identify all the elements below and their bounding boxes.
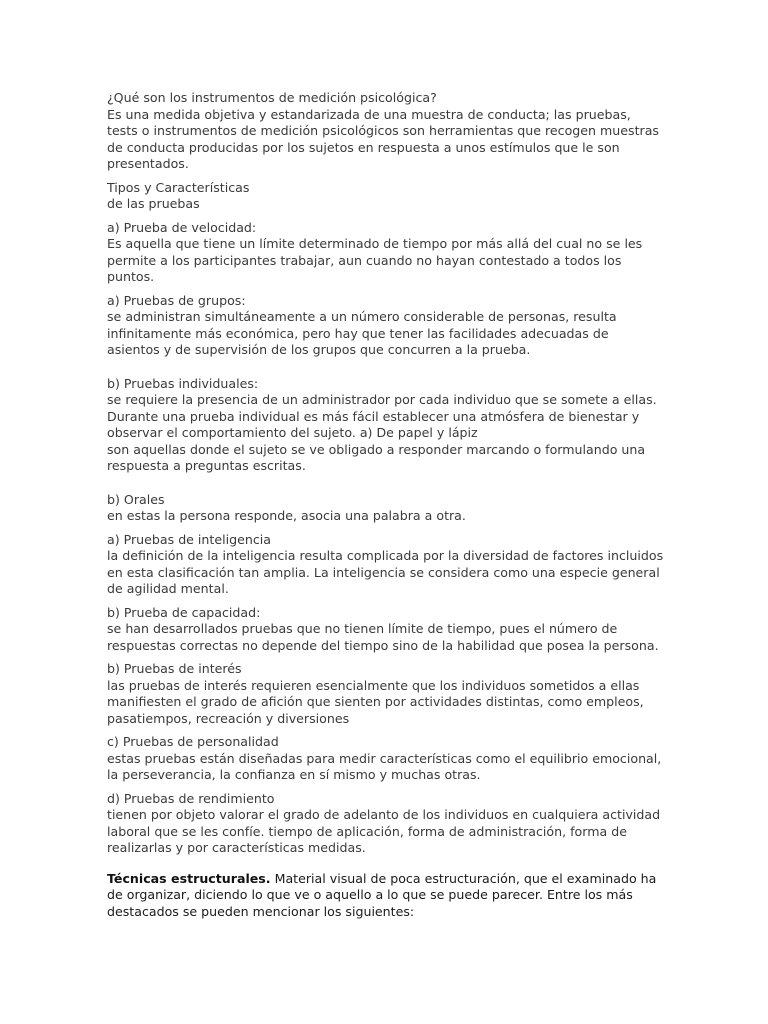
item-heading: b) Pruebas individuales:	[107, 375, 259, 391]
section-heading: Tipos y Características	[107, 179, 250, 195]
text-line: de conducta producidas por los sujetos en respuesta a unos estímulos que le son	[107, 139, 620, 155]
text-line: Durante una prueba individual es más fácil establecer una atmósfera de bienestar y	[107, 408, 640, 424]
text-line: presentados.	[107, 156, 189, 171]
text-line: laboral que se les confíe. tiempo de aplicación, forma de administración, forma de	[107, 823, 627, 839]
text-line: manifiesten el grado de afición que sienten por actividades distintas, como empleos,	[107, 694, 644, 709]
paragraph-intelligence-tests	[107, 532, 728, 598]
text-line: Es una medida objetiva y estandarizada de una muestra de conducta; las pruebas,	[107, 106, 631, 122]
item-heading: a) Pruebas de grupos:	[107, 292, 246, 308]
text-line: la perseverancia, la confianza en sí mismo y muchas otras.	[107, 767, 481, 782]
text-line: de organizar, diciendo lo que ve o aquello a lo que se puede parecer. Entre los más	[107, 887, 633, 902]
text-line: en estas la persona responde, asocia una palabra a otra.	[107, 508, 466, 523]
text-line: de agilidad mental.	[107, 581, 229, 596]
paragraph-interest-tests	[107, 661, 728, 727]
item-heading: a) Pruebas de inteligencia	[107, 531, 271, 547]
text-line: se han desarrollados pruebas que no tienen límite de tiempo, pues el número de	[107, 621, 618, 636]
paragraph-capacity-test	[107, 605, 728, 655]
text-line: tests o instrumentos de medición psicológicos son herramientas que recogen muestras	[107, 123, 659, 138]
item-heading: b) Orales	[107, 491, 165, 507]
text-fragment: Material visual de poca estructuración, que el examinado ha	[270, 870, 657, 886]
text-line: estas pruebas están diseñadas para medir características como el equilibrio emocional,	[107, 750, 662, 766]
text-line: observar el comportamiento del sujeto. a) De papel y lápiz	[107, 425, 478, 440]
text-line: la definición de la inteligencia resulta complicada por la diversidad de factores incluidos	[107, 548, 664, 563]
text-line: tienen por objeto valorar el grado de adelanto de los individuos en cualquiera actividad	[107, 807, 661, 822]
question-heading: ¿Qué son los instrumentos de medición psicológica?	[107, 90, 437, 105]
section-heading: de las pruebas	[107, 196, 200, 211]
paragraph-personality-tests	[107, 734, 728, 784]
paragraph-oral-tests	[107, 492, 728, 525]
text-line: respuesta a preguntas escritas.	[107, 458, 306, 473]
text-line: Es aquella que tiene un límite determinado de tiempo por más allá del cual no se les	[107, 236, 643, 251]
item-heading: c) Pruebas de personalidad	[107, 734, 279, 749]
paragraph-group-tests	[107, 293, 728, 359]
text-line: infinitamente más económica, pero hay que tener las facilidades adecuadas de	[107, 325, 609, 341]
bold-term: Técnicas estructurales.	[107, 870, 271, 886]
paragraph-performance-tests	[107, 791, 728, 857]
text-line: pasatiempos, recreación y diversiones	[107, 710, 350, 726]
text-line: destacados se pueden mencionar los siguientes:	[107, 903, 415, 919]
item-heading: b) Pruebas de interés	[107, 661, 242, 676]
text-line: son aquellas donde el sujeto se ve obligado a responder marcando o formulando una	[107, 441, 646, 457]
text-line: asientos y de supervisión de los grupos que concurren a la prueba.	[107, 342, 531, 357]
text-line: se administran simultáneamente a un número considerable de personas, resulta	[107, 309, 617, 324]
paragraph-structural-techniques	[107, 871, 728, 921]
text-line: se requiere la presencia de un administrador por cada individuo que se somete a ellas.	[107, 392, 657, 407]
paragraph-speed-test	[107, 220, 728, 286]
item-heading: b) Prueba de capacidad:	[107, 604, 261, 620]
text-line: puntos.	[107, 269, 155, 284]
text-line: respuestas correctas no depende del tiempo sino de la habilidad que posea la persona.	[107, 637, 659, 653]
text-line: permite a los participantes trabajar, aun cuando no hayan contestado a todos los	[107, 252, 622, 268]
item-heading: a) Prueba de velocidad:	[107, 219, 257, 235]
paragraph-individual-tests	[107, 376, 728, 475]
text-line: las pruebas de interés requieren esencialmente que los individuos sometidos a ellas	[107, 677, 640, 693]
paragraph-types-heading	[107, 180, 728, 213]
text-line: en esta clasificación tan amplia. La inteligencia se considera como una especie general	[107, 564, 660, 580]
item-heading: d) Pruebas de rendimiento	[107, 790, 275, 806]
text-line	[107, 871, 728, 888]
text-line: realizarlas y por características medidas.	[107, 840, 366, 855]
paragraph-intro	[107, 90, 728, 173]
